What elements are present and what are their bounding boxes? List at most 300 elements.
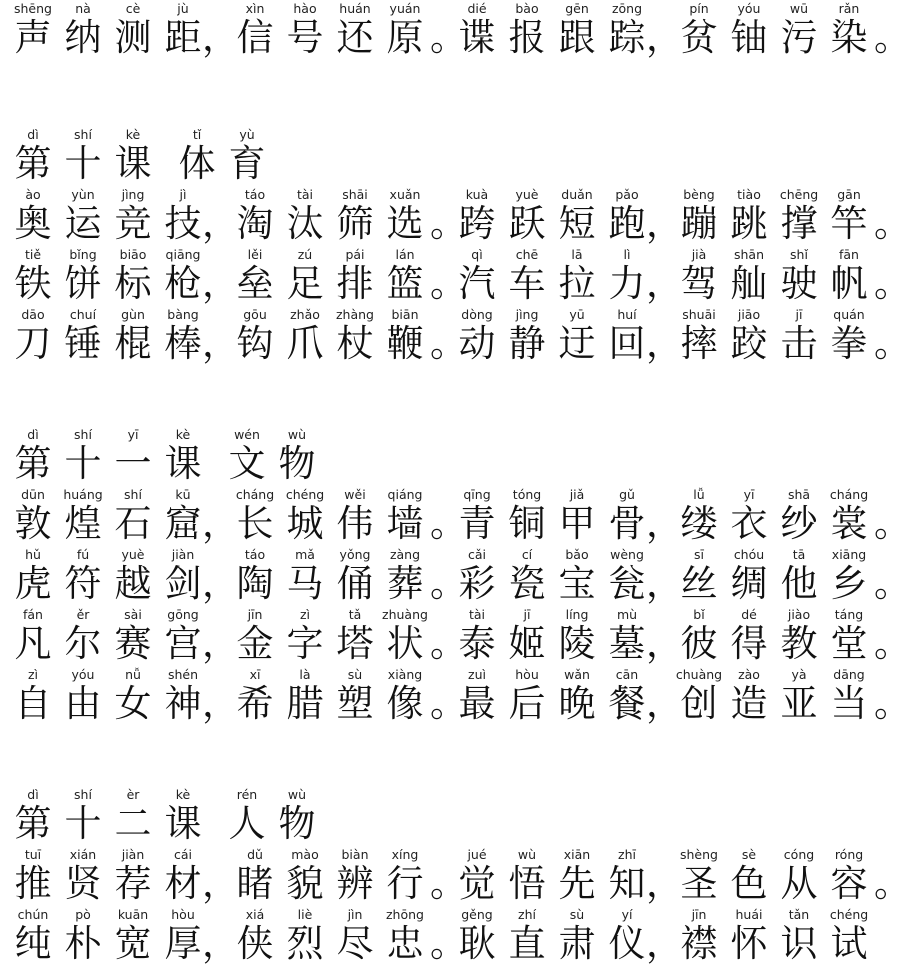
comma-mark: ，	[202, 682, 239, 725]
pinyin-syllable: dié	[467, 1, 487, 16]
pinyin-syllable: shuāi	[682, 307, 716, 322]
hanzi-char: 当	[830, 682, 868, 725]
hanzi-char: 竞	[114, 202, 152, 245]
pinyin-syllable: jīn	[247, 607, 263, 622]
pinyin-syllable: jīn	[691, 907, 707, 922]
hanzi-char: 墙	[386, 502, 424, 545]
verse-line	[0, 0, 911, 60]
hanzi-char: 纱	[780, 502, 818, 545]
hanzi-char: 忠	[386, 922, 424, 965]
period-mark: 。	[430, 322, 467, 365]
pinyin-syllable: yóu	[737, 1, 761, 16]
hanzi-char: 一	[114, 442, 152, 485]
pinyin-syllable: zì	[299, 607, 311, 622]
hanzi-char: 襟	[680, 922, 718, 965]
hanzi-char: 十	[64, 802, 102, 845]
hanzi-char: 原	[386, 16, 424, 59]
pinyin-syllable: wū	[789, 1, 809, 16]
hanzi-char: 十	[64, 142, 102, 185]
pinyin-syllable: tǎn	[788, 907, 810, 922]
pinyin-syllable: lì	[623, 247, 631, 262]
hanzi-char: 金	[236, 622, 274, 665]
pinyin-syllable: wù	[517, 847, 537, 862]
hanzi-char: 技	[164, 202, 202, 245]
hanzi-char: 杖	[336, 322, 374, 365]
pinyin-syllable: jiào	[787, 607, 811, 622]
pinyin-syllable: zhī	[618, 847, 636, 862]
hanzi-char: 第	[14, 142, 52, 185]
hanzi-char: 貌	[286, 862, 324, 905]
pinyin-syllable: gěng	[461, 907, 493, 922]
hanzi-char: 陵	[558, 622, 596, 665]
pinyin-syllable: lán	[395, 247, 415, 262]
pinyin-syllable: xíng	[391, 847, 419, 862]
pinyin-syllable: bǎo	[565, 547, 589, 562]
pinyin-syllable: dì	[27, 427, 39, 442]
hanzi-char: 鞭	[386, 322, 424, 365]
pinyin-syllable: chuí	[69, 307, 97, 322]
verse-line	[0, 906, 869, 966]
hanzi-char: 垒	[236, 262, 274, 305]
pinyin-syllable: shèng	[680, 847, 718, 862]
hanzi-char: 跨	[458, 202, 496, 245]
pinyin-syllable: dǔ	[247, 847, 263, 862]
pinyin-syllable: pò	[75, 907, 91, 922]
pinyin-syllable: cān	[615, 667, 639, 682]
hanzi-char: 由	[64, 682, 102, 725]
hanzi-char: 棒	[164, 322, 202, 365]
hanzi-char: 十	[64, 442, 102, 485]
hanzi-char: 课	[164, 802, 202, 845]
pinyin-syllable: jù	[177, 1, 189, 16]
hanzi-char: 踪	[608, 16, 646, 59]
pinyin-syllable: jìng	[515, 307, 539, 322]
pinyin-syllable: zōng	[611, 1, 643, 16]
pinyin-syllable: yí	[621, 907, 633, 922]
pinyin-syllable: mào	[291, 847, 319, 862]
hanzi-char: 剑	[164, 562, 202, 605]
pinyin-syllable: fān	[839, 247, 859, 262]
pinyin-syllable: hào	[293, 1, 317, 16]
hanzi-char: 晚	[558, 682, 596, 725]
hanzi-char: 肃	[558, 922, 596, 965]
pinyin-syllable: yuè	[515, 187, 539, 202]
pinyin-syllable: yī	[127, 427, 139, 442]
pinyin-syllable: dāng	[833, 667, 865, 682]
pinyin-syllable: hòu	[171, 907, 195, 922]
hanzi-char: 希	[236, 682, 274, 725]
hanzi-char: 辨	[336, 862, 374, 905]
hanzi-char: 马	[286, 562, 324, 605]
hanzi-char: 字	[286, 622, 324, 665]
comma-mark: ，	[646, 862, 683, 905]
pinyin-syllable: zhàng	[335, 307, 374, 322]
pinyin-syllable: xuǎn	[389, 187, 421, 202]
hanzi-char: 击	[780, 322, 818, 365]
hanzi-char: 虎	[14, 562, 52, 605]
pinyin-syllable: sè	[741, 847, 757, 862]
pinyin-syllable: gān	[837, 187, 861, 202]
hanzi-char: 还	[336, 16, 374, 59]
period-mark: 。	[874, 262, 911, 305]
pinyin-syllable: jiǎ	[569, 487, 585, 502]
hanzi-char: 自	[14, 682, 52, 725]
pinyin-syllable: xìn	[245, 1, 265, 16]
hanzi-char: 城	[286, 502, 324, 545]
pinyin-syllable: tǐ	[192, 127, 202, 142]
pinyin-syllable: duǎn	[561, 187, 593, 202]
pinyin-syllable: yǒng	[339, 547, 371, 562]
hanzi-char: 标	[114, 262, 152, 305]
pinyin-syllable: rǎn	[838, 1, 860, 16]
hanzi-char: 摔	[680, 322, 718, 365]
pinyin-syllable: xiāng	[831, 547, 867, 562]
pinyin-syllable: dāo	[21, 307, 45, 322]
pinyin-syllable: shí	[124, 487, 142, 502]
hanzi-char: 仪	[608, 922, 646, 965]
pinyin-syllable: bàng	[167, 307, 199, 322]
pinyin-syllable: xiá	[245, 907, 265, 922]
pinyin-syllable: xiàng	[387, 667, 423, 682]
hanzi-char: 污	[780, 16, 818, 59]
pinyin-syllable: chuàng	[675, 667, 723, 682]
hanzi-char: 育	[228, 142, 266, 185]
lesson-title	[0, 126, 420, 186]
pinyin-syllable: lǚ	[693, 487, 705, 502]
pinyin-syllable: gùn	[121, 307, 145, 322]
pinyin-syllable: bǐ	[693, 607, 705, 622]
hanzi-char: 回	[608, 322, 646, 365]
period-mark: 。	[430, 502, 467, 545]
period-mark: 。	[430, 16, 467, 59]
hanzi-char: 教	[780, 622, 818, 665]
hanzi-char: 钩	[236, 322, 274, 365]
hanzi-char: 动	[458, 322, 496, 365]
hanzi-char: 跤	[730, 322, 768, 365]
hanzi-char: 爪	[286, 322, 324, 365]
hanzi-char: 最	[458, 682, 496, 725]
pinyin-syllable: yū	[569, 307, 585, 322]
hanzi-char: 帆	[830, 262, 868, 305]
pinyin-syllable: pǎo	[615, 187, 639, 202]
pinyin-syllable: biāo	[119, 247, 147, 262]
pinyin-syllable: tiào	[737, 187, 761, 202]
pinyin-syllable: pái	[345, 247, 365, 262]
hanzi-char: 淘	[236, 202, 274, 245]
pinyin-syllable: yùn	[71, 187, 95, 202]
hanzi-char: 长	[236, 502, 274, 545]
pinyin-syllable: jiàn	[121, 847, 145, 862]
comma-mark: ，	[202, 862, 239, 905]
hanzi-char: 越	[114, 562, 152, 605]
hanzi-char: 第	[14, 802, 52, 845]
pinyin-syllable: yù	[239, 127, 255, 142]
pinyin-syllable: zhí	[518, 907, 536, 922]
pinyin-syllable: sù	[347, 667, 363, 682]
pinyin-syllable: wěi	[344, 487, 366, 502]
hanzi-char: 荐	[114, 862, 152, 905]
hanzi-char: 后	[508, 682, 546, 725]
hanzi-char: 信	[236, 16, 274, 59]
hanzi-char: 蹦	[680, 202, 718, 245]
period-mark: 。	[874, 16, 911, 59]
pinyin-syllable: chún	[17, 907, 49, 922]
hanzi-char: 绸	[730, 562, 768, 605]
hanzi-char: 报	[508, 16, 546, 59]
period-mark: 。	[874, 202, 911, 245]
period-mark: 。	[430, 202, 467, 245]
hanzi-char: 文	[228, 442, 266, 485]
pinyin-syllable: chē	[515, 247, 539, 262]
hanzi-char: 铀	[730, 16, 768, 59]
hanzi-char: 二	[114, 802, 152, 845]
pinyin-syllable: hòu	[515, 667, 539, 682]
pinyin-syllable: shān	[733, 247, 765, 262]
pinyin-syllable: biàn	[341, 847, 369, 862]
comma-mark: ，	[202, 622, 239, 665]
pinyin-syllable: jìn	[347, 907, 363, 922]
hanzi-char: 厚	[164, 922, 202, 965]
pinyin-syllable: gǔ	[619, 487, 635, 502]
pinyin-syllable: xián	[69, 847, 97, 862]
comma-mark: ，	[202, 16, 239, 59]
pinyin-syllable: zhuàng	[382, 607, 428, 622]
hanzi-char: 青	[458, 502, 496, 545]
pinyin-syllable: yóu	[71, 667, 95, 682]
pinyin-syllable: wù	[287, 787, 307, 802]
hanzi-char: 直	[508, 922, 546, 965]
pinyin-syllable: xī	[249, 667, 261, 682]
comma-mark: ，	[646, 502, 683, 545]
verse-line	[0, 186, 911, 246]
pinyin-syllable: bèng	[683, 187, 715, 202]
pinyin-syllable: shén	[167, 667, 199, 682]
hanzi-char: 从	[780, 862, 818, 905]
pinyin-syllable: dé	[741, 607, 757, 622]
hanzi-char: 纯	[14, 922, 52, 965]
hanzi-char: 材	[164, 862, 202, 905]
pinyin-syllable: shēng	[14, 1, 52, 16]
hanzi-char: 贫	[680, 16, 718, 59]
pinyin-syllable: kuà	[465, 187, 489, 202]
pinyin-syllable: ào	[25, 187, 41, 202]
hanzi-char: 赛	[114, 622, 152, 665]
pinyin-syllable: líng	[565, 607, 589, 622]
pinyin-syllable: tuī	[24, 847, 42, 862]
hanzi-char: 状	[386, 622, 424, 665]
hanzi-char: 宽	[114, 922, 152, 965]
hanzi-char: 拉	[558, 262, 596, 305]
hanzi-char: 衣	[730, 502, 768, 545]
hanzi-char: 敦	[14, 502, 52, 545]
verse-line	[0, 606, 911, 666]
pinyin-syllable: fán	[23, 607, 43, 622]
hanzi-char: 跑	[608, 202, 646, 245]
hanzi-char: 谍	[458, 16, 496, 59]
hanzi-char: 腊	[286, 682, 324, 725]
pinyin-syllable: jué	[467, 847, 487, 862]
hanzi-char: 锤	[64, 322, 102, 365]
pinyin-syllable: jiāo	[737, 307, 761, 322]
hanzi-char: 骨	[608, 502, 646, 545]
verse-line	[0, 306, 911, 366]
hanzi-char: 静	[508, 322, 546, 365]
pinyin-syllable: tiě	[24, 247, 42, 262]
period-mark: 。	[430, 862, 467, 905]
hanzi-char: 行	[386, 862, 424, 905]
pinyin-syllable: qīng	[463, 487, 491, 502]
pinyin-syllable: cháng	[235, 487, 275, 502]
pinyin-syllable: gēn	[565, 1, 589, 16]
pinyin-syllable: hǔ	[25, 547, 41, 562]
pinyin-syllable: huáng	[63, 487, 103, 502]
hanzi-char: 圣	[680, 862, 718, 905]
hanzi-char: 缕	[680, 502, 718, 545]
hanzi-char: 窟	[164, 502, 202, 545]
pinyin-syllable: lěi	[247, 247, 263, 262]
pinyin-syllable: kuān	[117, 907, 149, 922]
hanzi-char: 俑	[336, 562, 374, 605]
comma-mark: ，	[646, 922, 683, 965]
hanzi-char: 篮	[386, 262, 424, 305]
pinyin-syllable: cè	[125, 1, 141, 16]
pinyin-syllable: chóu	[733, 547, 765, 562]
pinyin-syllable: liè	[297, 907, 313, 922]
hanzi-char: 凡	[14, 622, 52, 665]
comma-mark: ，	[646, 562, 683, 605]
pinyin-syllable: tài	[296, 187, 314, 202]
hanzi-char: 烈	[286, 922, 324, 965]
hanzi-char: 刀	[14, 322, 52, 365]
hanzi-char: 女	[114, 682, 152, 725]
hanzi-char: 声	[14, 16, 52, 59]
hanzi-char: 识	[780, 922, 818, 965]
hanzi-char: 乡	[830, 562, 868, 605]
pinyin-syllable: huí	[617, 307, 637, 322]
pinyin-syllable: nǚ	[125, 667, 141, 682]
hanzi-char: 纳	[64, 16, 102, 59]
hanzi-char: 瓮	[608, 562, 646, 605]
hanzi-char: 人	[228, 802, 266, 845]
period-mark: 。	[874, 502, 911, 545]
pinyin-syllable: dì	[27, 787, 39, 802]
hanzi-char: 拳	[830, 322, 868, 365]
verse-line	[0, 246, 911, 306]
hanzi-char: 枪	[164, 262, 202, 305]
hanzi-char: 汽	[458, 262, 496, 305]
pinyin-syllable: fú	[76, 547, 90, 562]
hanzi-char: 铁	[14, 262, 52, 305]
period-mark: 。	[874, 622, 911, 665]
pinyin-syllable: zì	[27, 667, 39, 682]
hanzi-char: 侠	[236, 922, 274, 965]
pinyin-syllable: biān	[391, 307, 419, 322]
pinyin-syllable: quán	[833, 307, 865, 322]
pinyin-syllable: chéng	[285, 487, 325, 502]
hanzi-char: 觉	[458, 862, 496, 905]
hanzi-char: 奥	[14, 202, 52, 245]
verse-line	[0, 546, 911, 606]
hanzi-char: 煌	[64, 502, 102, 545]
pinyin-syllable: zhōng	[386, 907, 424, 922]
hanzi-char: 彼	[680, 622, 718, 665]
hanzi-char: 运	[64, 202, 102, 245]
hanzi-char: 像	[386, 682, 424, 725]
hanzi-char: 测	[114, 16, 152, 59]
hanzi-char: 物	[278, 442, 316, 485]
hanzi-char: 号	[286, 16, 324, 59]
pinyin-syllable: lā	[571, 247, 583, 262]
comma-mark: ，	[202, 502, 239, 545]
hanzi-char: 宫	[164, 622, 202, 665]
pinyin-syllable: cǎi	[467, 547, 486, 562]
pinyin-syllable: jiàn	[171, 547, 195, 562]
hanzi-char: 宝	[558, 562, 596, 605]
pinyin-syllable: chēng	[779, 187, 819, 202]
comma-mark: ，	[202, 322, 239, 365]
period-mark: 。	[430, 622, 467, 665]
hanzi-char: 神	[164, 682, 202, 725]
pinyin-syllable: cháng	[829, 487, 869, 502]
hanzi-char: 创	[680, 682, 718, 725]
period-mark: 。	[430, 262, 467, 305]
hanzi-char: 耿	[458, 922, 496, 965]
hanzi-char: 跃	[508, 202, 546, 245]
hanzi-char: 排	[336, 262, 374, 305]
pinyin-syllable: qiáng	[387, 487, 423, 502]
pinyin-syllable: sài	[124, 607, 142, 622]
pinyin-syllable: mù	[616, 607, 638, 622]
comma-mark: ，	[202, 202, 239, 245]
hanzi-char: 第	[14, 442, 52, 485]
pinyin-syllable: tǎ	[348, 607, 362, 622]
hanzi-char: 悟	[508, 862, 546, 905]
verse-line	[0, 666, 911, 726]
comma-mark: ，	[202, 562, 239, 605]
pinyin-syllable: sī	[694, 547, 704, 562]
pinyin-syllable: wǎn	[564, 667, 590, 682]
pinyin-syllable: gōng	[167, 607, 199, 622]
hanzi-char: 先	[558, 862, 596, 905]
hanzi-char: 容	[830, 862, 868, 905]
hanzi-char: 瓷	[508, 562, 546, 605]
hanzi-char: 短	[558, 202, 596, 245]
pinyin-syllable: cái	[173, 847, 192, 862]
hanzi-char: 跳	[730, 202, 768, 245]
pinyin-syllable: jì	[179, 187, 187, 202]
pinyin-syllable: tā	[792, 547, 806, 562]
pinyin-syllable: mǎ	[295, 547, 315, 562]
hanzi-char: 贤	[64, 862, 102, 905]
pinyin-syllable: gōu	[243, 307, 267, 322]
hanzi-char: 塔	[336, 622, 374, 665]
pinyin-syllable: jī	[523, 607, 531, 622]
pinyin-syllable: wèng	[610, 547, 644, 562]
comma-mark: ，	[646, 622, 683, 665]
hanzi-char: 他	[780, 562, 818, 605]
hanzi-char: 怀	[730, 922, 768, 965]
pinyin-syllable: xiān	[563, 847, 591, 862]
comma-mark: ，	[646, 682, 683, 725]
hanzi-char: 造	[730, 682, 768, 725]
pinyin-syllable: sù	[569, 907, 585, 922]
pinyin-syllable: róng	[834, 847, 864, 862]
hanzi-char: 推	[14, 862, 52, 905]
pinyin-syllable: kè	[125, 127, 141, 142]
pinyin-syllable: tóng	[512, 487, 542, 502]
pinyin-syllable: jī	[795, 307, 803, 322]
pinyin-syllable: kè	[175, 427, 191, 442]
